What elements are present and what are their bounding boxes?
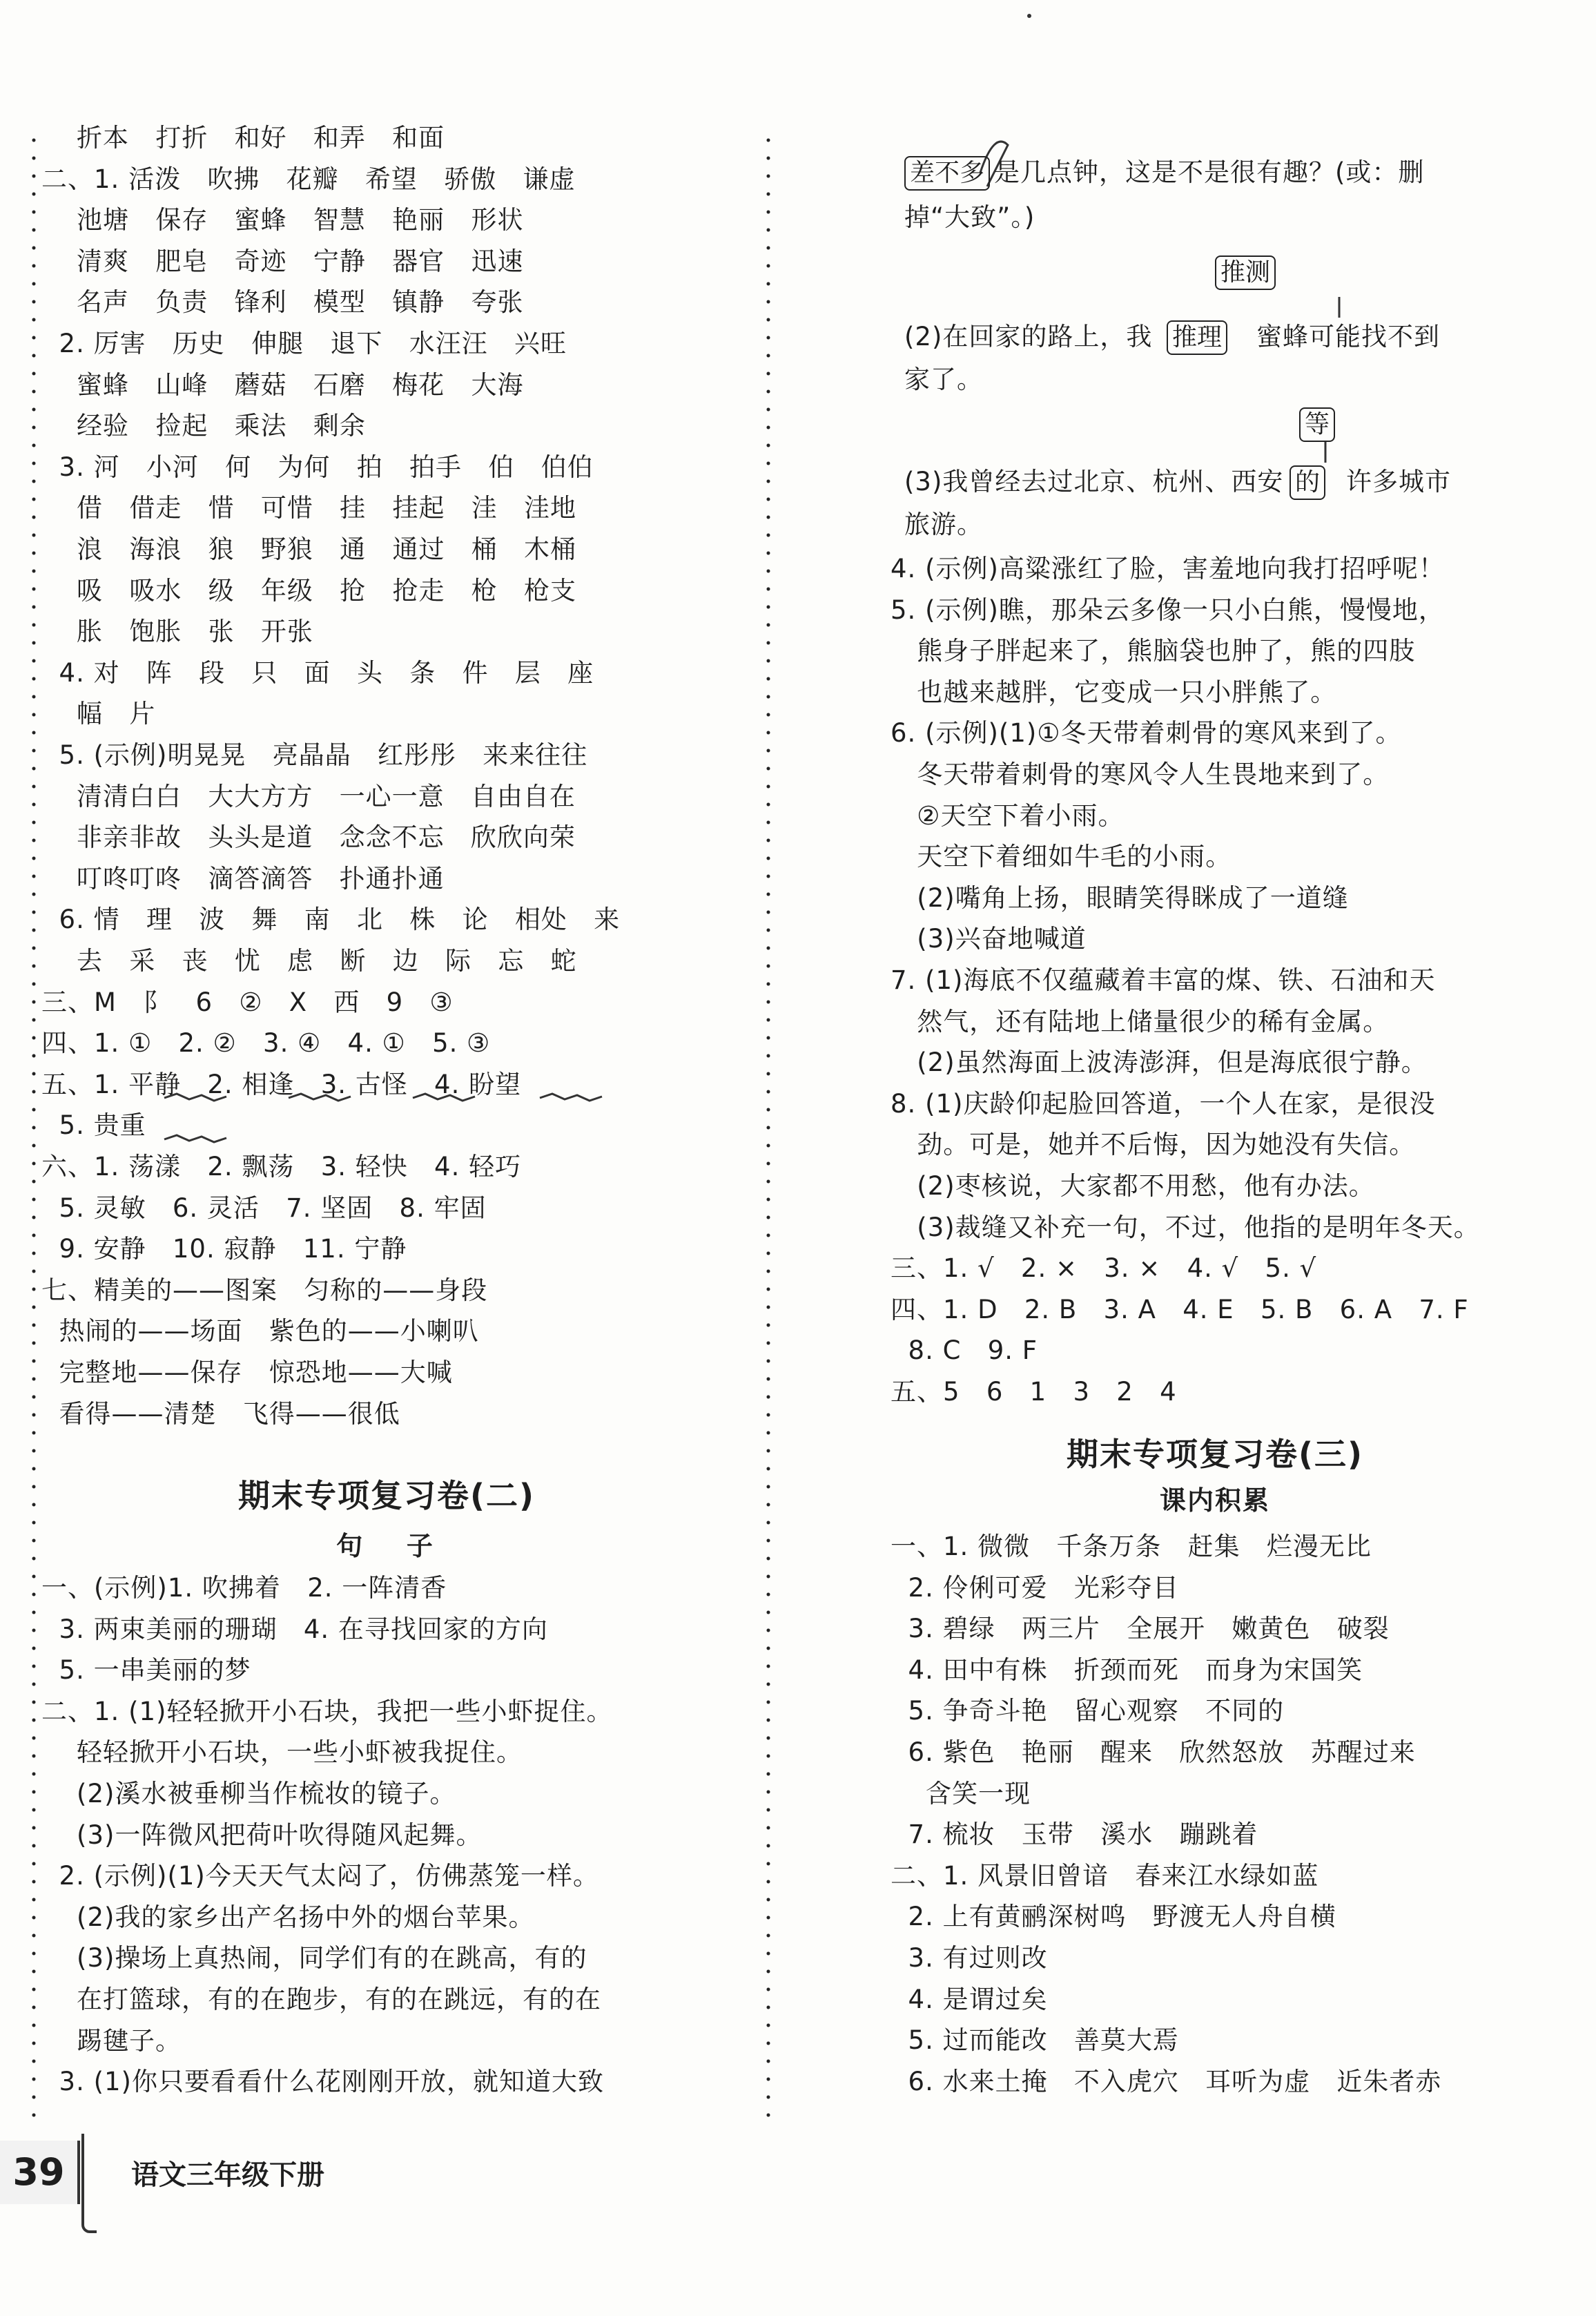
answer-line: 7. (1)海底不仅蕴藏着丰富的煤、铁、石油和天 bbox=[891, 965, 1436, 995]
answer-line: (3)操场上真热闹，同学们有的在跳高，有的 bbox=[41, 1943, 587, 1974]
answer-line: 清爽 肥皂 奇迹 宁静 器官 迅速 bbox=[41, 246, 524, 276]
stamp-deng: 等 bbox=[1299, 407, 1335, 442]
answer-line: 3. 碧绿 两三片 全展开 嫩黄色 破裂 bbox=[891, 1614, 1390, 1644]
answer-line: 清清白白 大大方方 一心一意 自由自在 bbox=[41, 781, 576, 811]
answer-line: (3)兴奋地喊道 bbox=[891, 924, 1087, 954]
answer-line: 6. 紫色 艳丽 醒来 欣然怒放 苏醒过来 bbox=[891, 1737, 1416, 1767]
answer-line: 也越来越胖，它变成一只小胖熊了。 bbox=[891, 677, 1337, 707]
answer-line: ②天空下着小雨。 bbox=[891, 800, 1125, 831]
section3-title: 期末专项复习卷(三) bbox=[1066, 1436, 1364, 1473]
answer-line: 五、5 6 1 3 2 4 bbox=[891, 1377, 1177, 1407]
answer-line: 经验 捡起 乘法 剩余 bbox=[41, 411, 366, 441]
answer-line: 4. 对 阵 段 只 面 头 条 件 层 座 bbox=[41, 657, 594, 688]
answer-line: 借 借走 惜 可惜 挂 挂起 洼 洼地 bbox=[41, 493, 577, 523]
stamp-tuili: 推理 bbox=[1167, 320, 1227, 355]
answer-line: 幅 片 bbox=[41, 699, 156, 729]
right-line-3b: 蜜蜂可能找不到 bbox=[1256, 322, 1440, 351]
answer-line: 轻轻掀开小石块，一些小虾被我捉住。 bbox=[41, 1737, 523, 1768]
answer-line: 二、1. 活泼 吹拂 花瓣 希望 骄傲 谦虚 bbox=[41, 164, 576, 194]
answer-line: 5. (示例)瞧，那朵云多像一只小白熊，慢慢地， bbox=[891, 595, 1445, 625]
right-line-4: 家了。 bbox=[904, 365, 983, 394]
answer-line: 胀 饱胀 张 开张 bbox=[41, 617, 313, 647]
answer-line: 5. 过而能改 善莫大焉 bbox=[891, 2025, 1179, 2056]
answer-line: 非亲非故 头头是道 念念不忘 欣欣向荣 bbox=[41, 822, 576, 853]
answer-line: 5. 灵敏 6. 灵活 7. 坚固 8. 牢固 bbox=[41, 1193, 487, 1223]
right-line-3a: (2)在回家的路上，我 bbox=[904, 322, 1153, 351]
answer-line: 4. 是谓过矣 bbox=[891, 1984, 1048, 2014]
book-title: 语文三年级下册 bbox=[131, 2159, 324, 2191]
page-number-bracket bbox=[81, 2134, 97, 2233]
answer-line: 四、1. ① 2. ② 3. ④ 4. ① 5. ③ bbox=[41, 1028, 491, 1059]
answer-line: 然气，还有陆地上储量很少的稀有金属。 bbox=[891, 1006, 1390, 1036]
answer-line: 热闹的——场面 紫色的——小喇叭 bbox=[41, 1316, 479, 1347]
answer-line: 去 采 丧 忧 虑 断 边 际 忘 蛇 bbox=[41, 946, 577, 976]
strike-panwang bbox=[540, 1094, 602, 1101]
answer-line: 踢毽子。 bbox=[41, 2025, 182, 2056]
answer-line: 6. 水来土掩 不入虎穴 耳听为虚 近朱者赤 bbox=[891, 2066, 1442, 2096]
answer-line: 7. 梳妆 玉带 溪水 蹦跳着 bbox=[891, 1820, 1258, 1850]
stamp-chabuduo: 差不多 bbox=[904, 156, 990, 191]
page-number: 39 bbox=[0, 2141, 80, 2204]
answer-line: 6. (示例)(1)①冬天带着刺骨的寒风来到了。 bbox=[891, 718, 1402, 749]
answer-line: (3)裁缝又补充一句，不过，他指的是明年冬天。 bbox=[891, 1212, 1480, 1242]
section2-subtitle: 句 子 bbox=[336, 1531, 437, 1561]
answer-line: 熊身子胖起来了，熊脑袋也肿了，熊的四肢 bbox=[891, 636, 1416, 666]
answer-line: 四、1. D 2. B 3. A 4. E 5. B 6. A 7. F bbox=[891, 1294, 1469, 1324]
answer-line: 6. 情 理 波 舞 南 北 株 论 相处 来 bbox=[41, 905, 621, 935]
answer-line: (2)枣核说，大家都不用愁，他有办法。 bbox=[891, 1171, 1375, 1201]
answer-line: 名声 负责 锋利 模型 镇静 夸张 bbox=[41, 287, 524, 318]
answer-line: 冬天带着刺骨的寒风令人生畏地来到了。 bbox=[891, 760, 1390, 789]
answer-line: 9. 安静 10. 寂静 11. 宁静 bbox=[41, 1234, 407, 1264]
answer-line: 2. 厉害 历史 伸腿 退下 水汪汪 兴旺 bbox=[41, 329, 567, 358]
strike-pingjing bbox=[164, 1094, 226, 1101]
answer-line: 浪 海浪 狼 野狼 通 通过 桶 木桶 bbox=[41, 534, 577, 564]
answer-line: 2. (示例)(1)今天天气太闷了，仿佛蒸笼一样。 bbox=[41, 1861, 599, 1891]
right-line-1: 是几点钟，这是不是很有趣？(或：删 bbox=[994, 157, 1425, 187]
stamp-de: 的 bbox=[1290, 465, 1325, 500]
answer-line: 3. 河 小河 何 为何 拍 拍手 伯 伯伯 bbox=[41, 452, 594, 482]
answer-line: 折本 打折 和好 和弄 和面 bbox=[41, 123, 445, 153]
answer-line: 完整地——保存 惊恐地——大喊 bbox=[41, 1358, 453, 1387]
answer-line: (3)一阵微风把荷叶吹得随风起舞。 bbox=[41, 1820, 483, 1850]
answer-line: 蜜蜂 山峰 蘑菇 石磨 梅花 大海 bbox=[41, 369, 524, 400]
answer-line: 三、1. √ 2. × 3. × 4. √ 5. √ bbox=[891, 1253, 1317, 1284]
strike-guizhong bbox=[164, 1135, 226, 1142]
answer-line: 七、精美的——图案 匀称的——身段 bbox=[41, 1275, 488, 1305]
answer-line: (2)虽然海面上波涛澎湃，但是海底很宁静。 bbox=[891, 1048, 1428, 1078]
answer-line: 3. 有过则改 bbox=[891, 1943, 1048, 1973]
answer-line: 5. 争奇斗艳 留心观察 不同的 bbox=[891, 1696, 1285, 1726]
answer-line: (2)嘴角上扬，眼睛笑得眯成了一道缝 bbox=[891, 882, 1349, 913]
section2-title: 期末专项复习卷(二) bbox=[237, 1477, 536, 1514]
answer-line: 8. (1)庆龄仰起脸回答道，一个人在家，是很没 bbox=[891, 1088, 1436, 1119]
answer-line: 一、(示例)1. 吹拂着 2. 一阵清香 bbox=[41, 1573, 447, 1603]
answer-line: 看得——清楚 飞得——很低 bbox=[41, 1398, 400, 1429]
answer-line: 2. 上有黄鹂深树鸣 野渡无人舟自横 bbox=[891, 1902, 1336, 1932]
answer-line: 5. 贵重 bbox=[41, 1110, 146, 1141]
answer-line: 5. (示例)明晃晃 亮晶晶 红彤彤 来来往往 bbox=[41, 740, 588, 770]
answer-line: (2)溪水被垂柳当作梳妆的镜子。 bbox=[41, 1779, 456, 1808]
answer-line: 含笑一现 bbox=[891, 1778, 1031, 1808]
right-line-6: 旅游。 bbox=[904, 510, 983, 539]
answer-line: 4. (示例)高粱涨红了脸，害羞地向我打招呼呢！ bbox=[891, 554, 1445, 583]
answer-line: 二、1. (1)轻轻掀开小石块，我把一些小虾捉住。 bbox=[41, 1696, 613, 1726]
answer-line: 5. 一串美丽的梦 bbox=[41, 1655, 251, 1686]
answer-line: 三、M 阝 6 ② X 西 9 ③ bbox=[41, 987, 454, 1017]
strike-xiangfeng bbox=[289, 1094, 351, 1101]
right-line-5a: (3)我曾经去过北京、杭州、西安 bbox=[904, 467, 1284, 496]
answer-line: 劲。可是，她并不后悔，因为她没有失信。 bbox=[891, 1130, 1416, 1160]
answer-line: 池塘 保存 蜜蜂 智慧 艳丽 形状 bbox=[41, 205, 524, 235]
answer-line: 吸 吸水 级 年级 抢 抢走 枪 枪支 bbox=[41, 575, 577, 606]
strike-guguai bbox=[413, 1094, 475, 1101]
answer-line: 天空下着细如牛毛的小雨。 bbox=[891, 842, 1232, 872]
answer-line: 3. 两束美丽的珊瑚 4. 在寻找回家的方向 bbox=[41, 1614, 548, 1644]
right-line-5b: 许多城市 bbox=[1346, 467, 1451, 496]
answer-line: 8. C 9. F bbox=[891, 1335, 1038, 1366]
answer-line: 4. 田中有株 折颈而死 而身为宋国笑 bbox=[891, 1654, 1363, 1685]
answer-line: 2. 伶俐可爱 光彩夺目 bbox=[891, 1572, 1179, 1603]
answer-line: 叮咚叮咚 滴答滴答 扑通扑通 bbox=[41, 863, 445, 894]
section3-subtitle: 课内积累 bbox=[1159, 1485, 1270, 1516]
stamp-tuice: 推测 bbox=[1215, 255, 1276, 290]
answer-line: 在打篮球，有的在跑步，有的在跳远，有的在 bbox=[41, 1985, 602, 2014]
answer-line: (2)我的家乡出产名扬中外的烟台苹果。 bbox=[41, 1902, 535, 1932]
right-line-2: 掉“大致”。) bbox=[904, 202, 1035, 232]
answer-line: 二、1. 风景旧曾谙 春来江水绿如蓝 bbox=[891, 1860, 1319, 1891]
answer-line: 六、1. 荡漾 2. 飘荡 3. 轻快 4. 轻巧 bbox=[41, 1152, 522, 1181]
answer-line: 五、1. 平静 2. 相逢 3. 古怪 4. 盼望 bbox=[41, 1069, 522, 1099]
answer-line: 3. (1)你只要看看什么花刚刚开放，就知道大致 bbox=[41, 2067, 604, 2097]
answer-line: 一、1. 微微 千条万条 赶集 烂漫无比 bbox=[891, 1532, 1372, 1561]
